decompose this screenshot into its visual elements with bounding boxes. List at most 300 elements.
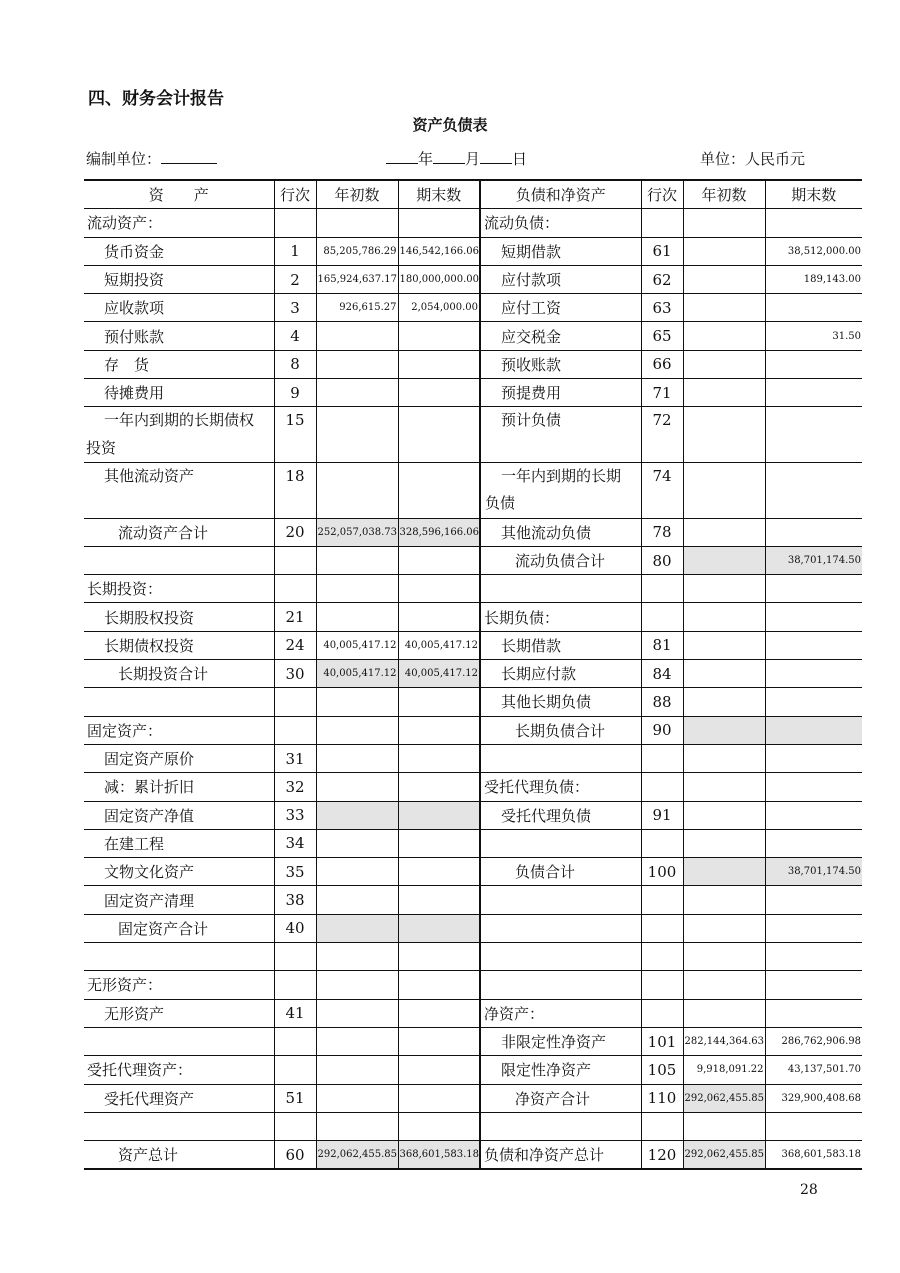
asset-name (84, 1027, 274, 1055)
liability-name (480, 546, 641, 574)
liability-end-value (765, 971, 862, 999)
asset-begin-value (316, 209, 398, 237)
table-row (84, 773, 862, 801)
asset-begin-value (316, 858, 398, 886)
liability-end-value (765, 603, 862, 631)
asset-name (84, 1084, 274, 1112)
asset-line-no-text: 18 (285, 466, 305, 485)
liability-end-value (765, 914, 862, 942)
asset-end-value (398, 801, 480, 829)
liability-end-value (765, 858, 862, 886)
asset-line-no-text: 31 (285, 749, 305, 768)
asset-name-text: 流动资产： (87, 214, 163, 233)
asset-name-text: 长期投资合计 (118, 665, 209, 684)
asset-begin-value (316, 603, 398, 631)
liability-name-text: 预提费用 (501, 384, 562, 403)
asset-line-no (274, 350, 316, 378)
asset-line-no (274, 688, 316, 716)
liability-name-text: 应付款项 (501, 271, 562, 290)
asset-begin-value (316, 1027, 398, 1055)
asset-end-value (398, 631, 480, 659)
table-row (84, 1027, 862, 1055)
asset-begin-value (316, 462, 398, 518)
asset-end-value (398, 462, 480, 518)
liability-end-value (765, 716, 862, 744)
liability-end-value (765, 265, 862, 293)
asset-name-text: 一年内到期的长期债权 (104, 411, 255, 430)
liability-name (480, 801, 641, 829)
asset-line-no-text: 35 (285, 862, 305, 881)
liability-end-value (765, 322, 862, 350)
liability-end-value (765, 209, 862, 237)
liability-line-no-text: 62 (652, 270, 672, 289)
liability-begin-value (683, 744, 765, 772)
asset-name (84, 858, 274, 886)
asset-name (84, 379, 274, 407)
asset-begin-value (316, 1056, 398, 1084)
liability-name (480, 462, 641, 518)
col-header-begin: 年初数 (316, 180, 398, 209)
asset-name (84, 350, 274, 378)
liability-line-no (641, 943, 683, 971)
liability-begin-value (683, 546, 765, 574)
asset-line-no (274, 1084, 316, 1112)
asset-line-no (274, 971, 316, 999)
asset-line-no (274, 546, 316, 574)
liability-name (480, 518, 641, 546)
asset-line-no-text: 9 (290, 383, 300, 402)
asset-begin-value-text: 165,924,637.17 (317, 274, 398, 286)
liability-begin-value (683, 237, 765, 265)
col-header-end-2: 期末数 (765, 180, 862, 209)
asset-end-value (398, 1141, 480, 1170)
table-row (84, 858, 862, 886)
liability-end-value (765, 462, 862, 518)
liability-end-value (765, 1112, 862, 1140)
liability-name (480, 971, 641, 999)
table-row (84, 237, 862, 265)
liability-name-text: 预计负债 (501, 411, 562, 430)
asset-line-no-text: 24 (285, 636, 305, 655)
asset-name (84, 886, 274, 914)
liability-end-value (765, 660, 862, 688)
asset-begin-value (316, 688, 398, 716)
asset-begin-value (316, 829, 398, 857)
table-row (84, 999, 862, 1027)
table-row (84, 744, 862, 772)
asset-begin-value (316, 407, 398, 463)
liability-line-no (641, 999, 683, 1027)
liability-name (480, 660, 641, 688)
asset-begin-value (316, 631, 398, 659)
liability-name (480, 294, 641, 322)
liability-line-no (641, 1027, 683, 1055)
table-header-row (84, 180, 862, 209)
liability-name (480, 716, 641, 744)
liability-line-no (641, 462, 683, 518)
asset-name-text: 存 货 (104, 355, 150, 374)
asset-name-text: 固定资产原价 (104, 750, 195, 769)
liability-line-no (641, 971, 683, 999)
liability-begin-value-text: 282,144,364.63 (684, 1036, 765, 1048)
liability-line-no (641, 1056, 683, 1084)
liability-name-text: 长期负债合计 (515, 721, 606, 740)
liability-name-text: 短期借款 (501, 242, 562, 261)
asset-line-no (274, 801, 316, 829)
liability-name-text: 应交税金 (501, 327, 562, 346)
liability-begin-value (683, 462, 765, 518)
asset-begin-value (316, 971, 398, 999)
asset-line-no (274, 716, 316, 744)
col-header-line: 行次 (274, 180, 316, 209)
liability-end-value-text: 286,762,906.98 (781, 1036, 861, 1048)
liability-name (480, 773, 641, 801)
liability-line-no (641, 575, 683, 603)
asset-end-value (398, 1027, 480, 1055)
liability-name-text: 长期借款 (501, 636, 562, 655)
liability-begin-value (683, 209, 765, 237)
liability-begin-value (683, 265, 765, 293)
asset-begin-value (316, 1112, 398, 1140)
liability-name-text: 其他流动负债 (501, 523, 592, 542)
reporting-entity-label: 编制单位： (86, 150, 162, 168)
liability-name (480, 914, 641, 942)
table-row (84, 294, 862, 322)
asset-line-no-text: 21 (285, 608, 305, 627)
liability-begin-value (683, 971, 765, 999)
asset-line-no-text: 41 (285, 1004, 305, 1023)
asset-begin-value (316, 379, 398, 407)
liability-end-value (765, 1141, 862, 1170)
liability-begin-value-text: 9,918,091.22 (696, 1064, 764, 1076)
asset-end-value (398, 716, 480, 744)
liability-name (480, 407, 641, 463)
asset-end-value (398, 744, 480, 772)
asset-name (84, 265, 274, 293)
liability-line-no (641, 265, 683, 293)
liability-line-no (641, 688, 683, 716)
asset-begin-value (316, 1084, 398, 1112)
liability-begin-value-text: 292,062,455.85 (684, 1092, 765, 1104)
asset-begin-value (316, 660, 398, 688)
asset-end-value (398, 688, 480, 716)
asset-line-no (274, 1056, 316, 1084)
asset-end-value (398, 265, 480, 293)
table-row (84, 265, 862, 293)
liability-name-text: 应付工资 (501, 299, 562, 318)
liability-end-value (765, 886, 862, 914)
liability-name-text: 预收账款 (501, 355, 562, 374)
asset-line-no (274, 1027, 316, 1055)
page-title: 资产负债表 (412, 116, 488, 134)
table-row (84, 829, 862, 857)
liability-begin-value (683, 603, 765, 631)
asset-line-no (274, 1141, 316, 1170)
liability-name-text: 受托代理负债： (484, 778, 590, 797)
liability-line-no (641, 1112, 683, 1140)
liability-end-value-text: 38,512,000.00 (787, 245, 861, 257)
asset-name-text: 减：累计折旧 (104, 778, 195, 797)
liability-line-no (641, 546, 683, 574)
asset-begin-value (316, 773, 398, 801)
asset-name (84, 943, 274, 971)
asset-name (84, 631, 274, 659)
liability-begin-value (683, 858, 765, 886)
liability-name-text: 长期应付款 (501, 665, 577, 684)
liability-line-no (641, 858, 683, 886)
liability-begin-value (683, 801, 765, 829)
liability-line-no (641, 716, 683, 744)
liability-end-value (765, 379, 862, 407)
liability-end-value (765, 575, 862, 603)
table-row (84, 971, 862, 999)
liability-name (480, 350, 641, 378)
liability-end-value-text: 31.50 (832, 330, 861, 342)
liability-line-no (641, 1141, 683, 1170)
asset-line-no (274, 518, 316, 546)
asset-line-no (274, 575, 316, 603)
asset-end-value (398, 999, 480, 1027)
asset-end-value (398, 603, 480, 631)
liability-begin-value (683, 322, 765, 350)
section-title: 四、财务会计报告 (88, 89, 224, 109)
asset-name (84, 829, 274, 857)
liability-name (480, 744, 641, 772)
asset-name (84, 716, 274, 744)
asset-name (84, 914, 274, 942)
asset-line-no (274, 744, 316, 772)
liability-begin-value (683, 1084, 765, 1112)
liability-line-no-text: 63 (652, 298, 672, 317)
asset-end-value (398, 407, 480, 463)
liability-end-value-text: 189,143.00 (803, 274, 861, 286)
asset-begin-value-text: 252,057,038.73 (317, 526, 398, 538)
asset-end-value (398, 1084, 480, 1112)
asset-line-no (274, 209, 316, 237)
asset-name-text: 无形资产： (87, 976, 163, 995)
table-row (84, 350, 862, 378)
table-row (84, 575, 862, 603)
liability-line-no (641, 1084, 683, 1112)
liability-end-value (765, 1027, 862, 1055)
asset-name-text: 固定资产： (87, 721, 163, 740)
liability-line-no (641, 829, 683, 857)
asset-end-value (398, 943, 480, 971)
day-blank (480, 149, 512, 164)
liability-name (480, 688, 641, 716)
asset-line-no-text: 2 (290, 270, 300, 289)
asset-begin-value (316, 801, 398, 829)
asset-name-text: 固定资产合计 (118, 919, 209, 938)
liability-end-value-text: 368,601,583.18 (781, 1149, 861, 1161)
liability-end-value-text: 43,137,501.70 (787, 1064, 861, 1076)
asset-name (84, 801, 274, 829)
liability-begin-value (683, 660, 765, 688)
asset-end-value-text: 40,005,417.12 (404, 639, 478, 651)
liability-line-no (641, 660, 683, 688)
asset-name-text: 其他流动资产 (104, 466, 195, 485)
liability-name (480, 603, 641, 631)
asset-name (84, 1141, 274, 1170)
liability-line-no (641, 379, 683, 407)
liability-name (480, 999, 641, 1027)
asset-line-no-text: 32 (285, 777, 305, 796)
liability-name (480, 1027, 641, 1055)
asset-end-value (398, 660, 480, 688)
liability-name-text: 长期负债： (484, 608, 560, 627)
asset-begin-value (316, 546, 398, 574)
liability-line-no-text: 66 (652, 355, 672, 374)
liability-end-value (765, 518, 862, 546)
liability-end-value (765, 801, 862, 829)
liability-line-no-text: 80 (652, 551, 672, 570)
liability-name (480, 631, 641, 659)
asset-name (84, 603, 274, 631)
asset-name (84, 971, 274, 999)
asset-name (84, 209, 274, 237)
liability-line-no-text: 88 (652, 692, 672, 711)
liability-name (480, 265, 641, 293)
asset-name (84, 294, 274, 322)
asset-name (84, 1056, 274, 1084)
liability-line-no (641, 801, 683, 829)
asset-begin-value (316, 744, 398, 772)
liability-name (480, 829, 641, 857)
liability-begin-value (683, 914, 765, 942)
liability-line-no-text: 78 (652, 523, 672, 542)
liability-line-no-text: 100 (647, 862, 677, 881)
asset-name (84, 688, 274, 716)
liability-name-text: 受托代理负债 (501, 806, 592, 825)
asset-name-text: 短期投资 (104, 271, 165, 290)
reporting-entity (86, 148, 217, 169)
asset-name (84, 575, 274, 603)
liability-line-no-text: 90 (652, 721, 672, 740)
liability-begin-value (683, 1056, 765, 1084)
liability-end-value (765, 688, 862, 716)
liability-name (480, 1056, 641, 1084)
asset-line-no-text: 51 (285, 1089, 305, 1108)
asset-end-value (398, 322, 480, 350)
asset-name (84, 773, 274, 801)
asset-end-value (398, 971, 480, 999)
asset-end-value (398, 294, 480, 322)
liability-name (480, 1141, 641, 1170)
asset-line-no-text: 33 (285, 806, 305, 825)
liability-begin-value-text: 292,062,455.85 (684, 1149, 765, 1161)
liability-begin-value (683, 999, 765, 1027)
table-row (84, 209, 862, 237)
asset-line-no-text: 20 (285, 523, 305, 542)
asset-begin-value (316, 518, 398, 546)
report-date (386, 148, 527, 169)
liability-end-value (765, 294, 862, 322)
asset-end-value (398, 237, 480, 265)
asset-name-text: 文物文化资产 (104, 863, 195, 882)
liability-end-value (765, 943, 862, 971)
asset-end-value-text: 180,000,000.00 (399, 274, 480, 286)
liability-name-text: 流动负债： (484, 214, 560, 233)
table-row (84, 518, 862, 546)
asset-end-value (398, 858, 480, 886)
liability-begin-value (683, 716, 765, 744)
asset-name-text: 货币资金 (104, 242, 165, 261)
liability-name-text: 流动负债合计 (515, 552, 606, 570)
col-header-liabilities: 负债和净资产 (480, 180, 641, 209)
liability-line-no (641, 631, 683, 659)
liability-end-value-text: 38,701,174.50 (787, 555, 861, 566)
asset-begin-value-text: 926,615.27 (339, 302, 397, 314)
liability-name (480, 379, 641, 407)
liability-begin-value (683, 379, 765, 407)
table-row (84, 1141, 862, 1170)
asset-begin-value (316, 999, 398, 1027)
asset-name-text: 资产总计 (118, 1146, 179, 1165)
liability-name-text: 净资产合计 (515, 1089, 591, 1108)
table-row (84, 914, 862, 942)
table-row (84, 462, 862, 518)
liability-begin-value (683, 1027, 765, 1055)
asset-line-no (274, 379, 316, 407)
asset-end-value (398, 379, 480, 407)
asset-begin-value-text: 40,005,417.12 (323, 668, 397, 680)
asset-line-no (274, 237, 316, 265)
liability-line-no (641, 322, 683, 350)
liability-begin-value (683, 1112, 765, 1140)
liability-line-no-text: 110 (647, 1089, 677, 1108)
asset-line-no (274, 603, 316, 631)
asset-line-no (274, 631, 316, 659)
asset-line-no-text: 3 (290, 298, 300, 317)
liability-end-value (765, 773, 862, 801)
table-row (84, 546, 862, 574)
asset-line-no (274, 660, 316, 688)
asset-end-value (398, 350, 480, 378)
asset-name (84, 1112, 274, 1140)
liability-begin-value (683, 294, 765, 322)
liability-line-no-text: 65 (652, 327, 672, 346)
liability-line-no (641, 209, 683, 237)
liability-name-text: 非限定性净资产 (501, 1033, 607, 1052)
currency-unit: 单位：人民币元 (700, 150, 806, 168)
asset-line-no (274, 294, 316, 322)
liability-line-no (641, 518, 683, 546)
liability-name (480, 209, 641, 237)
liability-name (480, 943, 641, 971)
liability-name (480, 237, 641, 265)
table-row (84, 1084, 862, 1112)
liability-line-no (641, 773, 683, 801)
asset-name (84, 660, 274, 688)
asset-name (84, 518, 274, 546)
asset-line-no (274, 943, 316, 971)
year-label: 年 (418, 150, 434, 168)
asset-name-text: 应收款项 (104, 299, 165, 318)
liability-end-value (765, 546, 862, 574)
table-row (84, 886, 862, 914)
liability-name-text: 其他长期负债 (501, 693, 592, 712)
asset-line-no (274, 265, 316, 293)
asset-name-text-cont: 投资 (86, 438, 117, 457)
asset-line-no-text: 15 (285, 411, 305, 430)
liability-name-text: 一年内到期的长期 (501, 466, 622, 485)
liability-end-value-text: 329,900,408.68 (781, 1092, 861, 1104)
liability-line-no (641, 886, 683, 914)
asset-end-value-text: 146,542,166.06 (399, 245, 480, 257)
asset-name-text: 流动资产合计 (118, 523, 209, 542)
table-row (84, 660, 862, 688)
asset-line-no (274, 999, 316, 1027)
